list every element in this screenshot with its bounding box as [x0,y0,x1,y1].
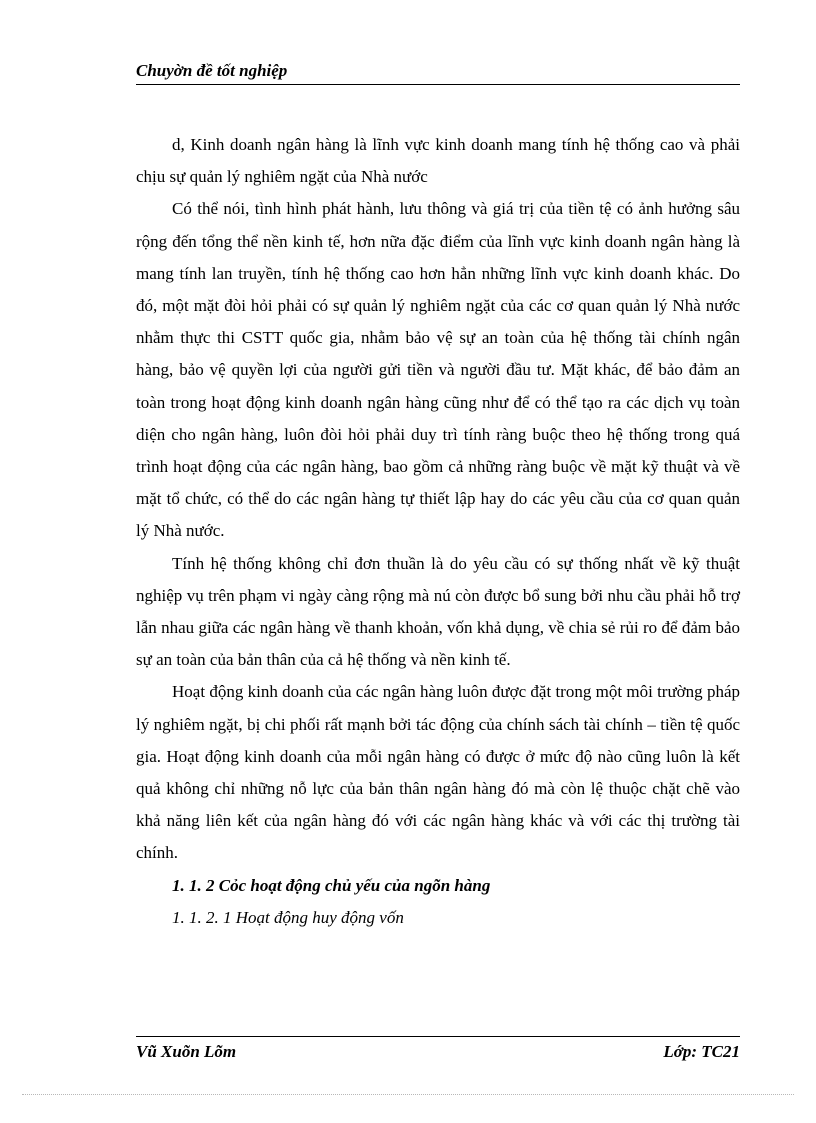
footer-author: Vũ Xuõn Lõm [136,1042,237,1061]
page-header [136,60,740,85]
footer-row [136,1041,740,1063]
paragraph-4: Hoạt động kinh doanh của các ngân hàng luôn được đặt trong một môi trường pháp lý nghiêm ngặt, bị chi phối rất mạnh bởi tác động của chính sách tài chính – tiền tệ quốc gia. Hoạt động kinh doanh của mỗi ngân hàng có được ở mức độ nào cũng luôn là kết quả không chỉ những nỗ lực của bản thân ngân hàng đó mà còn lệ thuộc chặt chẽ vào khả năng liên kết của ngân hàng đó với các ngân hàng khác và với các thị trường tài chính. [136,682,740,863]
document-body [136,129,740,934]
paragraph-2: Có thể nói, tình hình phát hành, lưu thông và giá trị của tiền tệ có ảnh hưởng sâu rộng đến tổng thể nền kinh tế, hơn nữa đặc điểm của lĩnh vực kinh doanh ngân hàng là mang tính lan truyền, tính hệ thống cao hơn hẳn những lĩnh vực kinh doanh khác. Do đó, một mặt đòi hỏi phải có sự quản lý nghiêm ngặt của các cơ quan quản lý Nhà nước nhằm thực thi CSTT quốc gia, nhằm bảo vệ sự an toàn của hệ thống tài chính ngân hàng, bảo vệ quyền lợi của người gửi tiền và người đầu tư. Mặt khác, để bảo đảm an toàn trong hoạt động kinh doanh ngân hàng cũng như để có thể tạo ra các dịch vụ toàn diện cho ngân hàng, luôn đòi hỏi phải duy trì tính ràng buộc theo hệ thống trong quá trình hoạt động của các ngân hàng, bao gồm cả những ràng buộc về mặt kỹ thuật và về mặt tổ chức, có thể do các ngân hàng tự thiết lập hay do các yêu cầu của cơ quan quản lý Nhà nước. [136,199,740,541]
subsection-heading: 1. 1. 2. 1 Hoạt động huy động vốn [172,907,404,927]
header-rule [136,84,740,85]
footer-class: Lớp: TC21 [663,1042,740,1061]
section-heading: 1. 1. 2 Cỏc hoạt động chủ yếu của ngõn hàng [172,875,491,895]
footer-rule [136,1036,740,1037]
page-bottom-dotted-line [22,1094,794,1095]
paragraph-3: Tính hệ thống không chỉ đơn thuần là do yêu cầu có sự thống nhất về kỹ thuật nghiệp vụ trên phạm vi ngày càng rộng mà nú còn được bổ sung bởi nhu cầu phải hỗ trợ lẫn nhau giữa các ngân hàng về thanh khoản, vốn khả dụng, về chia sẻ rủi ro để đảm bảo sự an toàn của bản thân của cả hệ thống và nền kinh tế. [136,553,740,670]
header-title: Chuyờn đề tốt nghiệp [136,61,288,80]
paragraph-1: d, Kinh doanh ngân hàng là lĩnh vực kinh doanh mang tính hệ thống cao và phải chịu sự quản lý nghiêm ngặt của Nhà nước [136,135,740,187]
page-footer [136,1036,740,1063]
